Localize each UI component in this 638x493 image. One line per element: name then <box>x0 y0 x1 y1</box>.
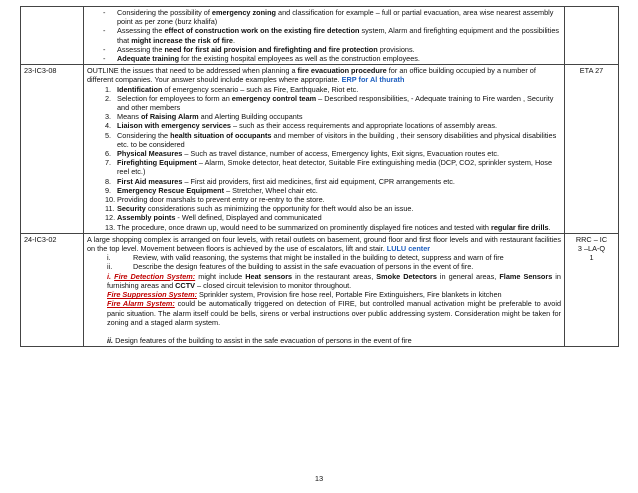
list-item: - Assessing the need for first aid provision and firefighting and fire protection provisions. <box>103 44 415 54</box>
list-item: - Adequate training for the existing hospital employees as well as the construction employees. <box>103 54 420 64</box>
list-item: 8. First Aid measures – First aid providers, first aid medicines, first aid equipment, CPR arrangements etc. <box>105 176 455 186</box>
list-item: 4. Liaison with emergency services – such as their access requirements and appropriate locations of assembly areas. <box>105 121 498 131</box>
reference-line: 3 –LA-Q <box>577 244 606 254</box>
list-item: 10. Providing door marshals to prevent entry or re-entry to the store. <box>105 195 325 205</box>
answer-cell <box>84 7 565 65</box>
list-item: 5. Considering the health situation of occupants and member of visitors in the building , their sensory disabilities and physical disabilities etc. to be considered <box>105 130 557 149</box>
question-intro: A large shopping complex is arranged on four levels, with retail outlets on basement, ground floor and first floor levels and with restaurant facilities on the top level. Movement between floors is achieved by the use of escalators, lift and stair. LULU center <box>87 234 561 254</box>
list-item: ii. Describe the design features of the building to assist in the safe evacuation of persons in the event of fire. <box>107 262 474 272</box>
list-item: 9. Emergency Rescue Equipment – Stretcher, Wheel chair etc. <box>105 185 318 195</box>
table-row <box>21 233 619 346</box>
list-item: i. Review, with valid reasoning, the systems that might be installed in the building to detect, suppress and warn of fire <box>107 253 504 263</box>
suppression-paragraph: Fire Suppression System: Sprinkler system, Provision fire hose reel, Portable Fire Extinguishers, Fire blankets in kitchen <box>107 290 502 300</box>
table-row <box>21 65 619 234</box>
reference-line: 1 <box>589 253 594 263</box>
list-item: 3. Means of Raising Alarm and Alerting Building occupants <box>105 112 303 122</box>
alarm-paragraph: Fire Alarm System: could be automatically triggered on detection of FIRE, but controlled manual activation might be preferable to avoid panic situation. The alarm itself could be bells, sirens or verbal instructions over public addressing system. Consideration might be taken for zoning and a staged alarm system. <box>107 299 561 327</box>
list-item: - Considering the possibility of emergency zoning and classification for example – full or partial evacuation, area wise nearest assembly point as per zone (burz khalifa) <box>103 8 554 27</box>
answer-cell <box>84 65 565 234</box>
reference-cell <box>565 233 619 346</box>
list-item: 11. Security considerations such as minimizing the opportunity for theft would also be an issue. <box>105 204 414 214</box>
list-item: 6. Physical Measures – Such as travel distance, number of access, Emergency lights, Exit signs, Evacuation routes etc. <box>105 149 500 159</box>
page-number: 13 <box>314 474 324 483</box>
question-intro: OUTLINE the issues that need to be addressed when planning a fire evacuation procedure for an office building occupied by a number of different companies. Your answer should include examples where appropriate. ERP for Al thurath <box>87 66 536 85</box>
reference-cell: ETA 27 <box>565 65 619 234</box>
answer-cell <box>84 233 565 346</box>
design-features-paragraph: ii. Design features of the building to assist in the safe evacuation of persons in the event of fire <box>107 335 412 345</box>
list-item: 13. The procedure, once drawn up, would need to be summarized on prominently displayed fire notices and tested with regular fire drills. <box>105 222 551 232</box>
list-item: - Assessing the effect of construction work on the existing fire detection system, Alarm and firefighting equipment and the possibilities that might increase the risk of fire. <box>103 26 560 45</box>
answer-table <box>20 6 619 347</box>
list-item: 1. Identification of emergency scenario – such as Fire, Earthquake, Riot etc. <box>105 84 359 94</box>
detection-paragraph: i. Fire Detection System: might include Heat sensors in the restaurant areas, Smoke Detectors in general areas, Flame Sensors in furnishing areas and CCTV – closed circuit television to monitor throughout. <box>107 271 561 290</box>
question-id-cell <box>21 7 84 65</box>
list-item: 12. Assembly points - Well defined, Displayed and communicated <box>105 213 322 223</box>
question-id-cell: 23-IC3-08 <box>21 65 84 234</box>
list-item: 7. Firefighting Equipment – Alarm, Smoke detector, heat detector, Suitable Fire extinguishing media (DCP, CO2, sprinkler system, Hose reel etc.) <box>105 158 553 177</box>
list-item: 2. Selection for employees to form an emergency control team – Described responsibilities, - Adequate training to Fire warden , Security and other members <box>105 93 554 113</box>
reference-cell <box>565 7 619 65</box>
table-row <box>21 7 619 65</box>
question-id-cell: 24-IC3-02 <box>21 233 84 346</box>
reference-line: RRC – IC <box>575 234 608 244</box>
